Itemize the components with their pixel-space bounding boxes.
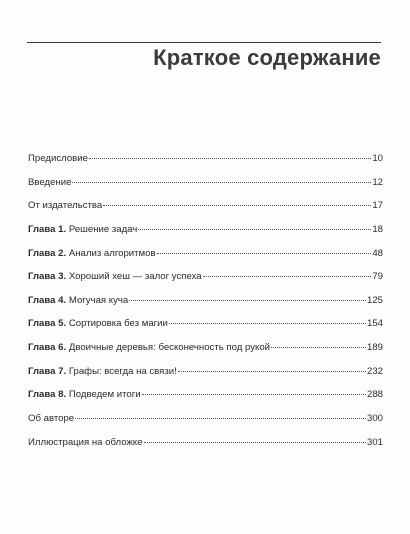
toc-entry-label: Глава 3. Хороший хеш — залог успеха — [28, 271, 202, 283]
toc-entry-chapter-2 — [28, 247, 383, 271]
table-of-contents — [28, 152, 383, 459]
toc-dot-leader — [271, 347, 366, 348]
toc-entry-chapter-4 — [28, 294, 383, 318]
toc-page-number: 300 — [366, 413, 383, 425]
toc-dot-leader — [169, 323, 366, 324]
toc-dot-leader — [138, 229, 371, 230]
toc-page-number: 154 — [366, 318, 383, 330]
toc-entry-label: Об авторе — [28, 413, 75, 425]
toc-page-number: 288 — [366, 389, 383, 401]
toc-entry-label: От издательства — [28, 200, 103, 212]
toc-page-number: 12 — [372, 176, 383, 188]
toc-entry-chapter-3 — [28, 270, 383, 294]
page-title: Краткое содержание — [153, 45, 381, 70]
toc-dot-leader — [129, 300, 366, 301]
toc-dot-leader — [103, 205, 371, 206]
toc-entry-introduction — [28, 176, 383, 200]
toc-entry-chapter-1 — [28, 223, 383, 247]
header-rule — [27, 42, 381, 43]
toc-dot-leader — [142, 394, 366, 395]
toc-entry-label: Глава 2. Анализ алгоритмов — [28, 247, 156, 259]
toc-dot-leader — [144, 442, 366, 443]
toc-entry-label: Глава 1. Решение задач — [28, 223, 138, 235]
toc-page-number: 125 — [366, 294, 383, 306]
toc-dot-leader — [203, 276, 372, 277]
toc-page-number: 10 — [372, 153, 383, 164]
toc-page-number: 17 — [372, 200, 383, 212]
toc-entry-chapter-5 — [28, 317, 383, 341]
toc-dot-leader — [75, 418, 366, 419]
toc-entry-label: Предисловие — [28, 153, 88, 164]
toc-page-number: 48 — [372, 247, 383, 259]
toc-entry-label: Глава 5. Сортировка без магии — [28, 318, 168, 330]
toc-entry-chapter-6 — [28, 341, 383, 365]
toc-dot-leader — [72, 182, 371, 183]
toc-dot-leader — [178, 371, 366, 372]
toc-entry-label: Глава 4. Могучая куча — [28, 294, 129, 306]
toc-page-number: 232 — [366, 365, 383, 377]
toc-entry-cover-illustration — [28, 436, 383, 460]
toc-entry-label: Иллюстрация на обложке — [28, 436, 143, 448]
toc-dot-leader — [157, 253, 372, 254]
toc-entry-label: Глава 7. Графы: всегда на связи! — [28, 365, 177, 377]
toc-entry-preface — [28, 152, 383, 176]
toc-page-number: 301 — [366, 436, 383, 448]
toc-entry-about-author — [28, 412, 383, 436]
toc-page-number: 189 — [366, 342, 383, 354]
toc-entry-chapter-8 — [28, 388, 383, 412]
toc-entry-label: Глава 8. Подведем итоги — [28, 389, 141, 401]
toc-entry-label: Введение — [28, 176, 72, 188]
toc-page-number: 18 — [372, 223, 383, 235]
toc-page-number: 79 — [372, 271, 383, 283]
toc-entry-label: Глава 6. Двоичные деревья: бесконечность под рукой — [28, 342, 271, 354]
toc-entry-chapter-7 — [28, 365, 383, 389]
toc-entry-publisher-note — [28, 199, 383, 223]
toc-dot-leader — [89, 158, 371, 159]
